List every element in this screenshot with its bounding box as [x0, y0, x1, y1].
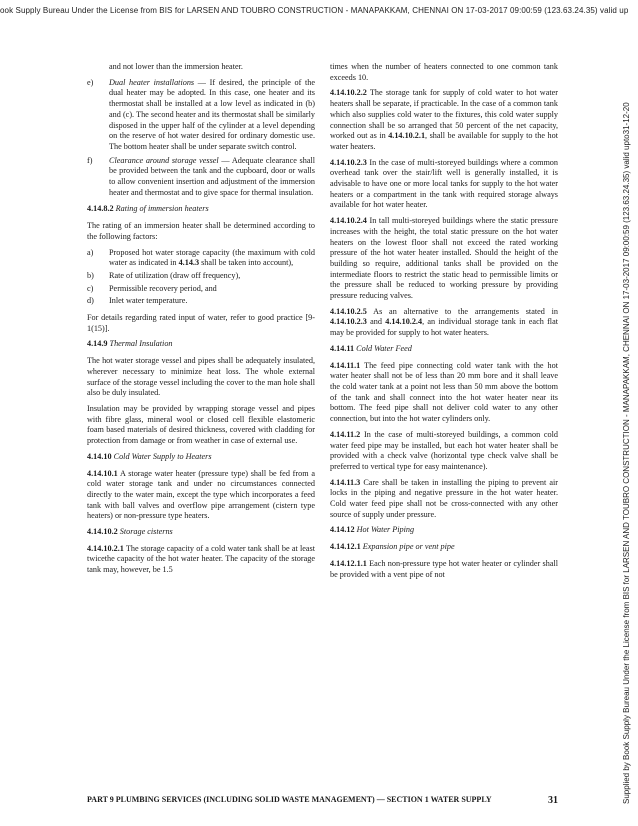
list-item — [87, 248, 315, 269]
paragraph: 4.14.10.2.2 The storage tank for supply of cold water to hot water heaters shall be separate, if practicable. In the case of a common tank which also supplies cold water to the fixtures, this cold water supply connection shall be so arranged that 50 percent of the net capacity, worked out as in 4.14.10.2.1, shall be available for supply to the hot water heaters. — [330, 88, 558, 151]
list-item — [87, 271, 315, 282]
paragraph: 4.14.11.1 The feed pipe connecting cold water tank with the hot water heater shall not be of less than 20 mm bore and it shall leave the cold water tank at a point not less than 50 mm above the bottom of the tank and shall connect into the hot water heater near its bottom. The feed pipe shall not deliver cold water to any other connection, but into the hot water cylinders only. — [330, 360, 558, 424]
section-heading: 4.14.10 Cold Water Supply to Heaters — [87, 451, 212, 461]
section-heading: 4.14.11 Cold Water Feed — [330, 343, 412, 353]
paragraph: The rating of an immersion heater shall be determined according to the following factors: — [87, 221, 315, 241]
list-text: Proposed hot water storage capacity (the maximum with cold water as indicated in 4.14.3 shall be taken into account), — [109, 247, 315, 268]
item-text: — If desired, the principle of the dual heater may be adopted. In this case, one heater and its thermostat shall be installed at a low level as indicated in (b) and (c). The second heater and its thermostat shall be similarly disposed in the upper half of the cylinder at a level depending on the reserve of hot water desired for ordinary domestic use. The bottom heater shall be under separate switch control. — [109, 77, 315, 151]
item-text: — Adequate clearance shall be provided between the tank and the cupboard, door or walls to allow convenient insertion and adjustment of the immersion heater and thermostat and to give space for thermal insulation. — [109, 155, 316, 197]
paragraph: 4.14.12.1.1 Each non-pressure type hot water heater or cylinder shall be provided with a vent pipe of not — [330, 558, 558, 579]
list-item — [87, 296, 315, 307]
section-heading: 4.14.9 Thermal Insulation — [87, 339, 173, 349]
section-heading: 4.14.10.2 Storage cisterns — [87, 527, 173, 537]
paragraph: 4.14.10.2.1 The storage capacity of a cold water tank shall be at least twicethe capacity of the hot water heater. The capacity of the storage tank may, however, be 1.5 — [87, 543, 315, 575]
paragraph: 4.14.10.2.4 In tall multi-storeyed buildings where the static pressure increases with the height, the total static pressure on the hot water heaters on the lowest floor shall not exceed the rated working pressure of the hot water heater installed. Should the height of the building so require, additional tanks shall be provided on the intermediate floors to restrict the static head to permissible limits or the pressure shall be reduced to working pressure by providing pressure reducing valves. — [330, 216, 558, 301]
right-column — [330, 62, 558, 585]
license-header: ook Supply Bureau Under the License from BIS for LARSEN AND TOUBRO CONSTRUCTION - MANAPAKKAM, CHENNAI ON 17-03-2017 09:00:59 (123.63.24.35) valid up — [0, 6, 629, 15]
paragraph: 4.14.10.2.5 As an alternative to the arrangements stated in 4.14.10.2.3 and 4.14.10.2.4, an individual storage tank in each flat may be provided for supply to hot water heaters. — [330, 306, 558, 338]
list-item — [87, 78, 315, 153]
paragraph: times when the number of heaters connected to one common tank exceeds 10. — [330, 62, 558, 82]
paragraph: For details regarding rated input of water, refer to good practice [9-1(15)]. — [87, 313, 315, 333]
item-title: Clearance around storage vessel — [109, 155, 219, 165]
paragraph: 4.14.10.1 A storage water heater (pressure type) shall be fed from a cold water storage tank and under no circumstances connected directly to the water main, except the type which incorporates a feed tank with ball valves and overflow pipe arrangement (cistern type heaters) or non-pressure type heaters. — [87, 468, 315, 521]
list-item — [87, 284, 315, 295]
paragraph: The hot water storage vessel and pipes shall be adequately insulated, wherever necessary to minimize heat loss. The whole external surface of the storage vessel including the cover to the man hole shall also be duly insulated. — [87, 356, 315, 398]
paragraph: and not lower than the immersion heater. — [109, 62, 243, 71]
paragraph: 4.14.11.3 Care shall be taken in installing the piping to prevent air locks in the piping and negative pressure in the hot water heater. Cold water feed pipe shall not be cross-connected with any other source of supply under pressure. — [330, 477, 558, 519]
list-text: Rate of utilization (draw off frequency), — [109, 270, 241, 280]
list-text: Permissible recovery period, and — [109, 283, 217, 293]
factor-list — [87, 248, 315, 308]
side-watermark: Supplied by Book Supply Bureau Under the License from BIS for LARSEN AND TOUBRO CONSTRUCTION - MANAPAKKAM, CHENNAI ON 17-03-2017 09:00:59 (123.63.24.35) valid upto31-12-20 — [622, 102, 631, 804]
page-footer — [87, 795, 558, 806]
left-column — [87, 62, 315, 581]
running-title: PART 9 PLUMBING SERVICES (INCLUDING SOLID WASTE MANAGEMENT) — SECTION 1 WATER SUPPLY — [87, 795, 492, 804]
list-marker: c) — [87, 283, 94, 293]
list-item — [87, 156, 315, 199]
list-marker: e) — [87, 77, 94, 87]
item-title: Dual heater installations — [109, 77, 195, 87]
section-heading: 4.14.12 Hot Water Piping — [330, 525, 415, 535]
list-marker: f) — [87, 155, 93, 165]
section-heading: 4.14.8.2 Rating of immersion heaters — [87, 204, 209, 214]
list-text: Inlet water temperature. — [109, 296, 188, 306]
list-marker: d) — [87, 296, 94, 306]
list-marker: b) — [87, 270, 94, 280]
paragraph: 4.14.11.2 In the case of multi-storeyed buildings, a common cold water feed pipe may be installed, but each hot water heater shall be provided with a check valve (horizontal type check valve shall be preferred to vertical type for easy maintenance). — [330, 429, 558, 471]
list-marker: a) — [87, 247, 94, 257]
paragraph: 4.14.10.2.3 In the case of multi-storeyed buildings where a common overhead tank over the stair/lift well is generally installed, it is advisable to have one or more local tanks for supply to the hot water heaters or a compartment in the tank with required storage always available for hot water heater. — [330, 157, 558, 210]
page-number: 31 — [548, 795, 558, 806]
subsection-heading: 4.14.12.1 Expansion pipe or vent pipe — [330, 542, 455, 552]
paragraph: Insulation may be provided by wrapping storage vessel and pipes with fibre glass, mineral wool or closed cell flexible elastomeric foam based materials of desired thickness, covered with cladding for protection from damage or from weather in case of external use. — [87, 403, 315, 446]
